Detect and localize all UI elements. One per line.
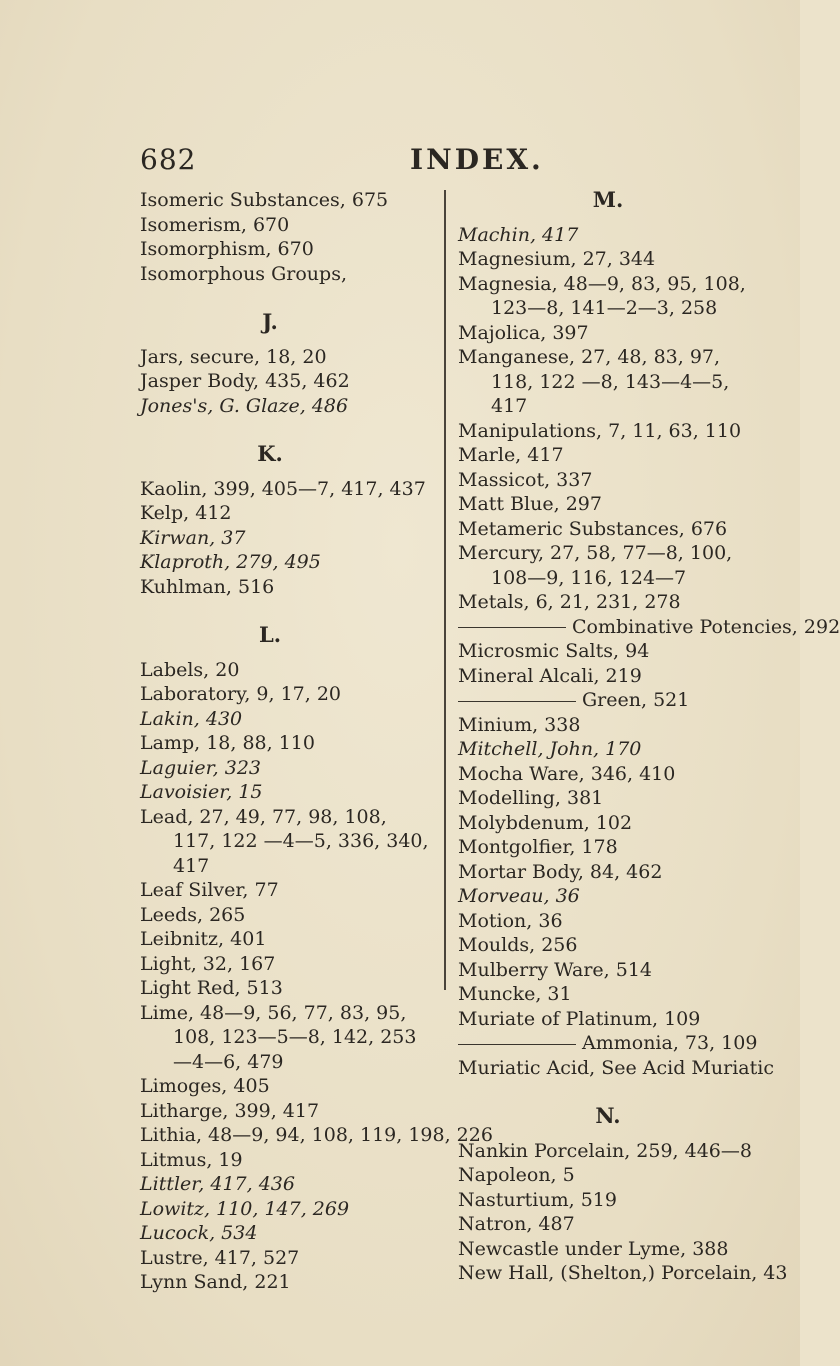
index-entry-text: Ammonia, 73, 109 bbox=[582, 1032, 758, 1054]
index-entry-text: Lustre, 417, 527 bbox=[140, 1246, 300, 1269]
index-entry bbox=[458, 664, 758, 689]
index-entry-text: Mitchell, John, 170 bbox=[458, 738, 642, 760]
index-entry-text: Leaf Silver, 77 bbox=[140, 879, 279, 901]
index-entry-text: Lead, 27, 49, 77, 98, 108, 117, 122 —4—5, 336, 340, 417 bbox=[140, 805, 429, 877]
index-entry-text: Lime, 48—9, 56, 77, 83, 95, 108, 123—5—8, 142, 253—4—6, 479 bbox=[140, 1001, 417, 1073]
index-entry-text: Marle, 417 bbox=[458, 444, 564, 466]
index-entry bbox=[140, 927, 430, 952]
index-entry-text: Combinative Potencies, 292 bbox=[572, 615, 840, 638]
index-entry bbox=[140, 575, 430, 600]
index-entry bbox=[458, 1188, 758, 1213]
page-number: 682 bbox=[140, 143, 197, 176]
index-entry bbox=[140, 188, 430, 213]
index-entry-text: Modelling, 381 bbox=[458, 787, 604, 809]
index-entry bbox=[140, 731, 430, 756]
index-entry-text: Montgolfier, 178 bbox=[458, 836, 618, 858]
index-entry-text: Matt Blue, 297 bbox=[458, 493, 602, 515]
index-entry bbox=[458, 1261, 788, 1286]
index-entry bbox=[140, 780, 430, 805]
index-entry bbox=[458, 615, 840, 640]
index-entry-text: Laboratory, 9, 17, 20 bbox=[140, 683, 342, 705]
index-entry bbox=[458, 1007, 758, 1032]
index-entry-text: Mercury, 27, 58, 77—8, 100, 108—9, 116, 124—7 bbox=[458, 542, 733, 589]
index-entry-text: Mineral Alcali, 219 bbox=[458, 664, 642, 687]
index-entry-text: Natron, 487 bbox=[458, 1213, 575, 1235]
index-entry-text: Lamp, 18, 88, 110 bbox=[140, 732, 315, 754]
index-entry-text: Leibnitz, 401 bbox=[140, 928, 267, 950]
index-entry bbox=[458, 688, 758, 713]
index-entry bbox=[140, 1123, 493, 1148]
index-entry bbox=[458, 1163, 758, 1188]
index-entry-text: Manipulations, 7, 11, 63, 110 bbox=[458, 419, 742, 442]
index-entry bbox=[458, 1139, 758, 1164]
index-entry-text: Lowitz, 110, 147, 269 bbox=[140, 1197, 350, 1220]
index-entry bbox=[140, 756, 430, 781]
section-letter: M. bbox=[592, 187, 624, 212]
index-entry-text: Motion, 36 bbox=[458, 909, 563, 932]
index-entry-text: Metameric Substances, 676 bbox=[458, 517, 728, 540]
index-entry-text: Molybdenum, 102 bbox=[458, 811, 633, 834]
index-entry-text: Newcastle under Lyme, 388 bbox=[458, 1237, 729, 1260]
running-title: INDEX. bbox=[410, 143, 544, 176]
index-entry bbox=[140, 707, 430, 732]
index-entry-text: Morveau, 36 bbox=[458, 885, 580, 907]
index-entry-text: Light Red, 513 bbox=[140, 977, 283, 999]
index-entry-text: Nasturtium, 519 bbox=[458, 1188, 617, 1211]
index-entry bbox=[458, 321, 758, 346]
index-entry-text: Mulberry Ware, 514 bbox=[458, 958, 652, 981]
right-column bbox=[458, 187, 840, 1286]
index-entry bbox=[458, 933, 758, 958]
index-entry-text: Muncke, 31 bbox=[458, 983, 572, 1005]
page-header bbox=[0, 143, 800, 183]
index-entry-text: Kirwan, 37 bbox=[140, 526, 246, 549]
index-entry bbox=[140, 1270, 430, 1295]
index-entry-text: New Hall, (Shelton,) Porcelain, 43 bbox=[458, 1262, 788, 1284]
index-entry bbox=[140, 526, 430, 551]
index-entry bbox=[458, 811, 758, 836]
index-entry-text: Littler, 417, 436 bbox=[140, 1173, 295, 1195]
index-entry-text: Napoleon, 5 bbox=[458, 1164, 575, 1186]
index-entry bbox=[458, 909, 758, 934]
index-entry bbox=[458, 835, 758, 860]
index-entry-text: Machin, 417 bbox=[458, 223, 579, 246]
index-entry-text: Lithia, 48—9, 94, 108, 119, 198, 226 bbox=[140, 1124, 493, 1146]
index-entry bbox=[458, 1056, 774, 1081]
index-entry bbox=[140, 213, 430, 238]
index-entry-text: Lavoisier, 15 bbox=[140, 781, 263, 803]
index-entry bbox=[458, 541, 758, 590]
index-entry bbox=[140, 1246, 430, 1271]
index-entry bbox=[458, 860, 758, 885]
index-entry-text: Kuhlman, 516 bbox=[140, 575, 275, 598]
index-entry bbox=[458, 590, 758, 615]
ditto-rule bbox=[458, 1044, 576, 1045]
index-entry bbox=[140, 477, 430, 502]
index-entry bbox=[140, 394, 430, 419]
left-column bbox=[140, 188, 493, 1295]
index-entry-text: Minium, 338 bbox=[458, 713, 581, 736]
index-entry-text: Klaproth, 279, 495 bbox=[140, 551, 321, 573]
index-entry bbox=[140, 1148, 430, 1173]
ditto-rule bbox=[458, 627, 566, 628]
index-entry bbox=[458, 713, 758, 738]
index-entry-text: Nankin Porcelain, 259, 446—8 bbox=[458, 1139, 752, 1162]
index-entry bbox=[140, 952, 430, 977]
index-entry-text: Lakin, 430 bbox=[140, 707, 243, 730]
index-entry bbox=[140, 550, 430, 575]
index-entry-text: Kelp, 412 bbox=[140, 502, 232, 524]
index-entry-text: Massicot, 337 bbox=[458, 468, 593, 491]
column-divider bbox=[444, 190, 446, 990]
index-entry-text: Isomerism, 670 bbox=[140, 213, 290, 236]
index-entry bbox=[140, 682, 430, 707]
index-entry-text: Jars, secure, 18, 20 bbox=[140, 345, 327, 368]
index-entry-text: Kaolin, 399, 405—7, 417, 437 bbox=[140, 477, 426, 500]
index-entry bbox=[458, 762, 758, 787]
index-entry-text: Limoges, 405 bbox=[140, 1075, 270, 1097]
index-entry-text: Metals, 6, 21, 231, 278 bbox=[458, 591, 681, 613]
index-entry-text: Leeds, 265 bbox=[140, 903, 246, 926]
index-entry bbox=[140, 1099, 430, 1124]
index-entry-text: Isomorphism, 670 bbox=[140, 238, 314, 260]
index-entry-text: Lucock, 534 bbox=[140, 1222, 258, 1244]
index-entry bbox=[458, 223, 758, 248]
index-entry bbox=[458, 443, 758, 468]
index-entry bbox=[140, 976, 430, 1001]
index-entry-text: Majolica, 397 bbox=[458, 321, 589, 344]
index-entry bbox=[140, 903, 430, 928]
index-entry bbox=[140, 1001, 430, 1075]
ditto-rule bbox=[458, 701, 576, 702]
index-entry-text: Litharge, 399, 417 bbox=[140, 1099, 320, 1122]
index-entry bbox=[458, 1237, 758, 1262]
index-entry-text: Muriatic Acid, See Acid Muriatic bbox=[458, 1056, 774, 1079]
index-entry-text: Muriate of Platinum, 109 bbox=[458, 1007, 701, 1030]
index-entry bbox=[140, 369, 430, 394]
index-entry bbox=[458, 1212, 758, 1237]
index-entry bbox=[458, 272, 758, 321]
index-entry bbox=[140, 1197, 430, 1222]
index-entry bbox=[458, 517, 758, 542]
index-entry bbox=[458, 419, 758, 444]
index-entry-text: Magnesia, 48—9, 83, 95, 108, 123—8, 141—2—3, 258 bbox=[458, 272, 746, 319]
index-entry bbox=[458, 345, 758, 419]
index-entry-text: Jones's, G. Glaze, 486 bbox=[140, 394, 349, 417]
index-entry bbox=[458, 982, 758, 1007]
index-entry bbox=[140, 237, 430, 262]
index-entry bbox=[458, 737, 758, 762]
index-entry-text: Lynn Sand, 221 bbox=[140, 1271, 291, 1293]
index-entry-text: Manganese, 27, 48, 83, 97, 118, 122 —8, 143—4—5, 417 bbox=[458, 346, 730, 417]
index-entry bbox=[458, 639, 758, 664]
index-entry bbox=[458, 247, 758, 272]
index-entry bbox=[140, 658, 430, 683]
index-entry bbox=[140, 1221, 430, 1246]
index-entry bbox=[458, 884, 758, 909]
index-entry bbox=[140, 262, 430, 287]
index-entry bbox=[458, 958, 758, 983]
index-entry bbox=[140, 501, 430, 526]
index-entry bbox=[140, 805, 430, 879]
index-entry bbox=[458, 492, 758, 517]
index-entry-text: Mortar Body, 84, 462 bbox=[458, 860, 663, 883]
index-entry-text: Microsmic Salts, 94 bbox=[458, 640, 650, 662]
index-entry bbox=[140, 878, 430, 903]
index-entry bbox=[458, 1031, 758, 1056]
index-entry-text: Magnesium, 27, 344 bbox=[458, 248, 656, 270]
index-entry bbox=[140, 345, 430, 370]
index-entry bbox=[458, 786, 758, 811]
index-entry-text: Light, 32, 167 bbox=[140, 952, 276, 975]
index-entry-text: Moulds, 256 bbox=[458, 934, 578, 956]
index-entry bbox=[140, 1074, 430, 1099]
section-letter: J. bbox=[262, 309, 278, 334]
index-entry-text: Litmus, 19 bbox=[140, 1148, 243, 1171]
index-entry-text: Laguier, 323 bbox=[140, 756, 262, 779]
section-letter: K. bbox=[257, 441, 283, 466]
index-entry-text: Mocha Ware, 346, 410 bbox=[458, 762, 676, 785]
index-entry-text: Jasper Body, 435, 462 bbox=[140, 370, 350, 392]
section-letter: L. bbox=[258, 622, 282, 647]
index-entry-text: Green, 521 bbox=[582, 689, 690, 711]
index-entry bbox=[140, 1172, 430, 1197]
index-entry bbox=[458, 468, 758, 493]
index-entry-text: Labels, 20 bbox=[140, 658, 240, 681]
section-letter: N. bbox=[595, 1103, 621, 1128]
index-entry-text: Isomorphous Groups, bbox=[140, 262, 347, 285]
index-entry-text: Isomeric Substances, 675 bbox=[140, 189, 389, 211]
